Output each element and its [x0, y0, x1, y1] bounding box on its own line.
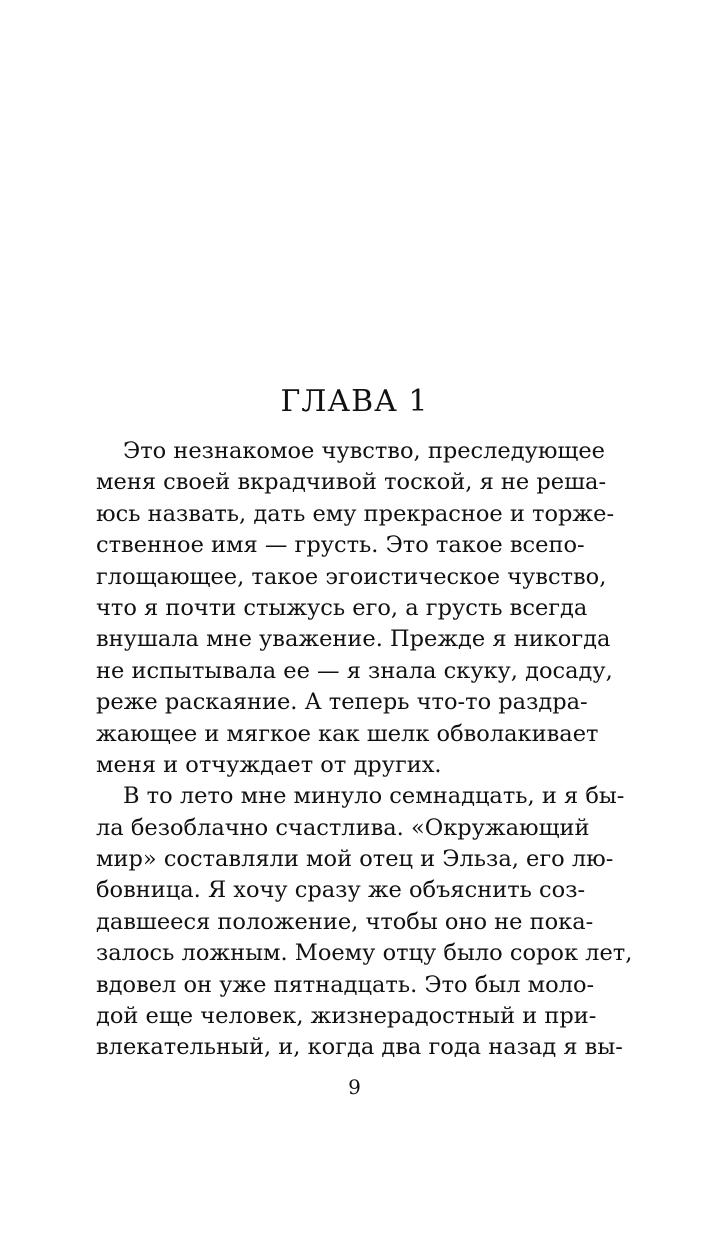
paragraph-2-line-7: вдовел он уже пятнадцать. Это был моло-	[96, 971, 595, 998]
paragraph-1-line-1: Это незнакомое чувство, преследующее	[123, 438, 605, 464]
paragraph-2-line-9: влекательный, и, когда два года назад я вы-	[96, 1034, 623, 1061]
body-text	[96, 436, 633, 1064]
paragraph-2-line-2: ла безоблачно счастлива. «Окружающий	[96, 814, 590, 841]
paragraph-2-line-3: мир» составляли мой отец и Эльза, его лю-	[96, 846, 614, 873]
paragraph-1-line-2: меня своей вкрадчивой тоской, я не реша-	[96, 469, 607, 496]
paragraph-2-line-6: залось ложным. Моему отцу было сорок лет,	[96, 940, 633, 967]
paragraph-2-line-5: давшееся положение, чтобы оно не пока-	[96, 908, 594, 935]
paragraph-1-line-4: ственное имя — грусть. Это такое всепо-	[96, 532, 585, 559]
paragraph-2-line-8: дой еще человек, жизнерадостный и при-	[96, 1003, 597, 1030]
paragraph-1-line-9: реже раскаяние. А теперь что-то раздра-	[96, 689, 588, 716]
paragraph-1-line-6: что я почти стыжусь его, а грусть всегда	[96, 594, 588, 621]
chapter-title: ГЛАВА 1	[280, 384, 429, 419]
paragraph-1-line-10: жающее и мягкое как шелк обволакивает	[96, 720, 599, 747]
paragraph-2-line-4: бовница. Я хочу сразу же объяснить соз-	[96, 877, 586, 904]
paragraph-1-line-5: глощающее, такое эгоистическое чувство,	[96, 563, 607, 590]
paragraph-2-line-1: В то лето мне минуло семнадцать, и я бы-	[123, 783, 625, 810]
paragraph-1-line-11: меня и отчуждает от других.	[96, 751, 442, 778]
page-number: 9	[348, 1075, 361, 1099]
paragraph-1-line-3: юсь назвать, дать ему прекрасное и торже-	[96, 500, 615, 527]
paragraph-1-line-8: не испытывала ее — я знала скуку, досаду,	[96, 657, 613, 684]
paragraph-1-line-7: внушала мне уважение. Прежде я никогда	[96, 626, 611, 653]
